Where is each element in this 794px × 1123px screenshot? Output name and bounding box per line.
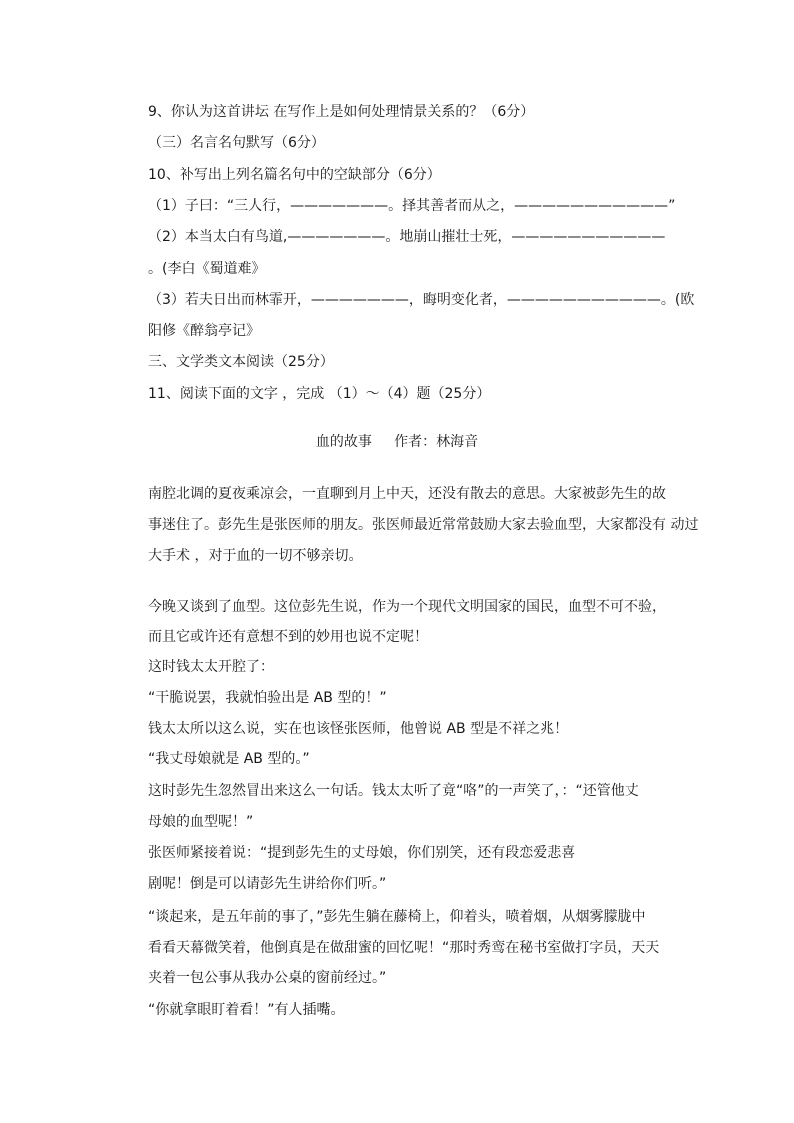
paragraph-1-line-2: 事迷住了。彭先生是张医师的朋友。张医师最近常常鼓励大家去验血型，大家都没有 动过 bbox=[148, 517, 699, 533]
question-11: 11、阅读下面的文字 ，完成 （1）～（4）题（25分） bbox=[148, 386, 491, 402]
paragraph-8-line-1: 张医师紧接着说：“提到彭先生的丈母娘，你们别笑，还有段恋爱悲喜 bbox=[148, 845, 576, 861]
question-10: 10、补写出上列名篇名句中的空缺部分（6分） bbox=[148, 167, 441, 183]
paragraph-10: “你就拿眼盯着看！”有人插嘴。 bbox=[148, 1002, 345, 1018]
question-10-item-1: （1）子曰：“三人行，———————。择其善者而从之，———————————” bbox=[148, 198, 676, 214]
paragraph-9-line-2: 看看天幕微笑着，他倒真是在做甜蜜的回忆呢！“那时秀鸾在秘书室做打字员，天天 bbox=[148, 940, 660, 956]
paragraph-9-line-1: “谈起来，是五年前的事了，”彭先生躺在藤椅上，仰着头，喷着烟，从烟雾朦胧中 bbox=[148, 909, 646, 925]
paragraph-5: 钱太太所以这么说，实在也该怪张医师，他曾说 AB 型是不祥之兆！ bbox=[148, 721, 569, 737]
question-10-item-2-line-2: 。(李白《蜀道难》 bbox=[148, 261, 266, 277]
paragraph-2-line-1: 今晚又谈到了血型。这位彭先生说，作为一个现代文明国家的国民，血型不可不验， bbox=[148, 599, 666, 615]
question-9: 9、你认为这首讲坛 在写作上是如何处理情景关系的？（6分） bbox=[148, 104, 535, 120]
question-10-item-2-line-1: （2）本当太白有鸟道,———————。地崩山摧壮士死，——————————— bbox=[148, 229, 666, 245]
paragraph-8-line-2: 剧呢！倒是可以请彭先生讲给你们听。” bbox=[148, 876, 387, 892]
paragraph-1-line-1: 南腔北调的夏夜乘凉会，一直聊到月上中天，还没有散去的意思。大家被彭先生的故 bbox=[148, 486, 666, 502]
paragraph-2-line-2: 而且它或许还有意想不到的妙用也说不定呢！ bbox=[148, 629, 428, 645]
paragraph-9-line-3: 夹着一包公事从我办公桌的窗前经过。” bbox=[148, 970, 387, 986]
paragraph-7-line-2: 母娘的血型呢！” bbox=[148, 814, 254, 830]
section-3-heading: （三）名言名句默写（6分） bbox=[148, 135, 325, 151]
question-10-item-3-line-1: （3）若夫日出而林霏开，———————，晦明变化者，———————————。(欧 bbox=[148, 292, 695, 308]
paragraph-3: 这时钱太太开腔了： bbox=[148, 659, 274, 675]
paragraph-6: “我丈母娘就是 AB 型的。” bbox=[148, 751, 310, 767]
paragraph-1-line-3: 大手术 ，对于血的一切不够亲切。 bbox=[148, 548, 363, 564]
paragraph-7-line-1: 这时彭先生忽然冒出来这么一句话。钱太太听了竟“咯”的一声笑了，：“还管他丈 bbox=[148, 783, 639, 799]
paragraph-4: “干脆说罢，我就怕验出是 AB 型的！” bbox=[148, 690, 387, 706]
story-title: 血的故事 作者：林海音 bbox=[315, 434, 479, 450]
question-10-item-3-line-2: 阳修《醉翁亭记》 bbox=[148, 323, 260, 339]
part-3-heading: 三、文学类文本阅读（25分） bbox=[148, 354, 334, 370]
